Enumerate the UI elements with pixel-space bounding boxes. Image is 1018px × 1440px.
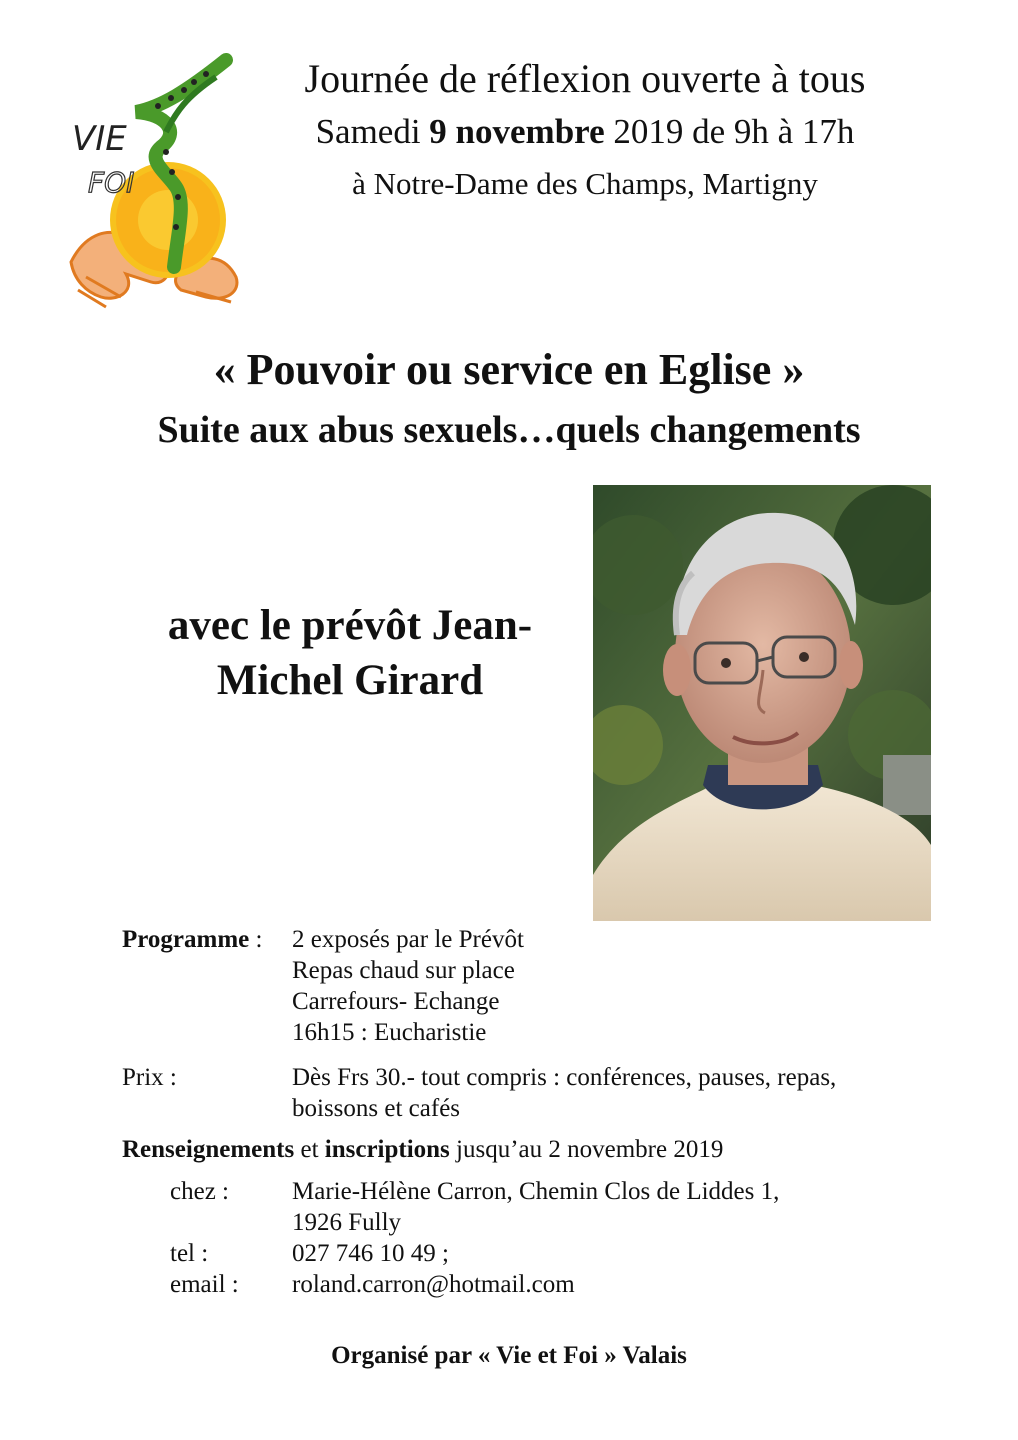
event-date <box>240 112 930 152</box>
logo-vie-text: VIE <box>72 119 127 159</box>
subtitle: Suite aux abus sexuels…quels changements <box>157 409 861 451</box>
chez-address-line-2: 1926 Fully <box>292 1209 402 1236</box>
date-suffix: 2019 de 9h à 17h <box>604 112 855 151</box>
chez-address-line-1: Marie-Hélène Carron, Chemin Clos de Liddes 1, <box>292 1178 780 1205</box>
programme-item: 2 exposés par le Prévôt <box>292 926 524 953</box>
programme-item: Repas chaud sur place <box>292 957 515 984</box>
programme-label <box>122 924 262 955</box>
renseignements-line <box>122 1134 723 1165</box>
renseignements-rest: jusqu’au 2 novembre 2019 <box>449 1136 724 1163</box>
prix-label: Prix : <box>122 1064 177 1091</box>
logo-foi-text: FOI <box>88 166 135 199</box>
programme-item: 16h15 : Eucharistie <box>292 1019 487 1046</box>
inscriptions-bold: inscriptions <box>324 1136 450 1163</box>
event-location: à Notre-Dame des Champs, Martigny <box>352 166 818 201</box>
programme-item: Carrefours- Echange <box>292 988 500 1015</box>
main-title: « Pouvoir ou service en Eglise » <box>213 345 805 394</box>
date-bold: 9 novembre <box>429 112 605 151</box>
renseignements-mid: et <box>294 1136 325 1163</box>
event-heading: Journée de réflexion ouverte à tous <box>304 56 866 101</box>
tel-label: tel : <box>170 1240 209 1267</box>
prix-line-2: boissons et cafés <box>292 1095 461 1122</box>
email-label: email : <box>170 1271 239 1298</box>
vie-et-foi-logo <box>66 52 246 312</box>
chez-label: chez : <box>170 1178 229 1205</box>
tel-value: 027 746 10 49 ; <box>292 1240 449 1267</box>
organizer-footer: Organisé par « Vie et Foi » Valais <box>331 1342 687 1369</box>
speaker-name <box>110 598 590 708</box>
speaker-line-1: avec le prévôt Jean- <box>167 602 533 649</box>
prix-line-1: Dès Frs 30.- tout compris : conférences, pauses, repas, <box>292 1064 837 1091</box>
programme-label-text: Programme <box>122 926 250 953</box>
email-value[interactable]: roland.carron@hotmail.com <box>292 1271 575 1298</box>
speaker-photo <box>593 485 931 921</box>
date-prefix: Samedi <box>315 112 430 151</box>
speaker-line-2: Michel Girard <box>216 657 484 704</box>
programme-label-sep: : <box>249 926 263 953</box>
renseignements-bold: Renseignements <box>122 1136 295 1163</box>
